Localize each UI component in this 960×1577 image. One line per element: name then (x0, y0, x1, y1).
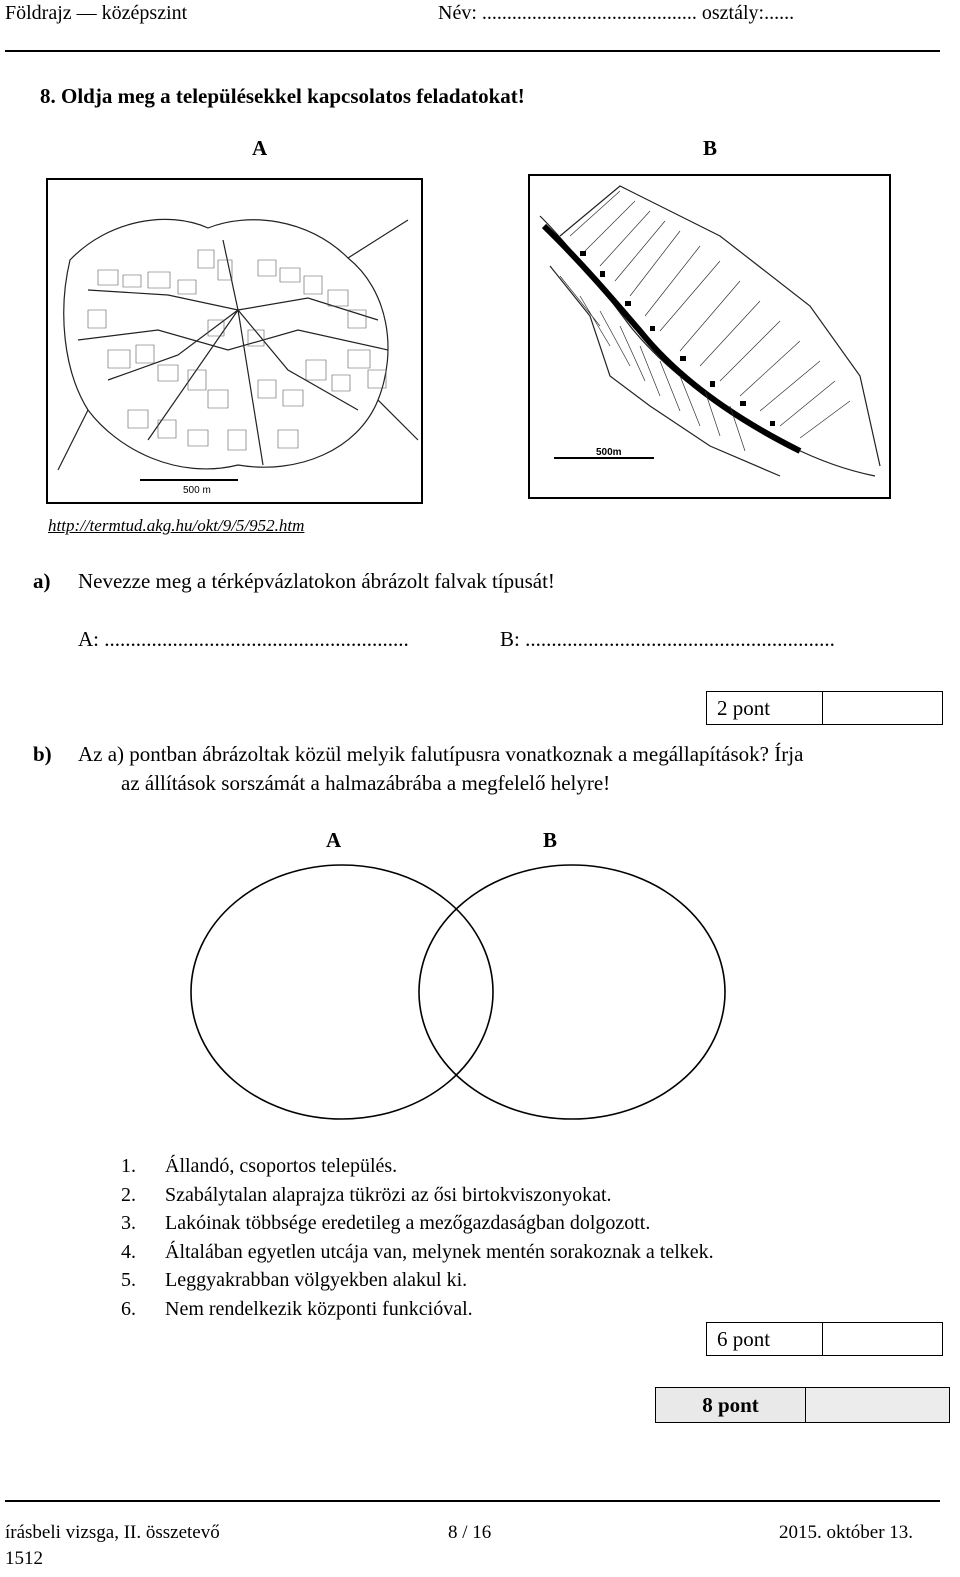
statement-item: 2. Szabálytalan alaprajza tükrözi az ősi birtokviszonyokat. (121, 1183, 612, 1206)
map-a-scale: 500 m (183, 485, 211, 496)
total-score-field[interactable] (806, 1388, 949, 1422)
total-points-label: 8 pont (656, 1388, 806, 1422)
statement-list (121, 1152, 921, 1323)
points-a-label: 2 pont (707, 692, 823, 724)
answer-line-b[interactable]: B: ........................................................... (500, 627, 835, 651)
venn-set-b[interactable] (419, 865, 725, 1119)
points-box-b (706, 1322, 943, 1356)
statement-item: 5. Leggyakrabban völgyekben alakul ki. (121, 1269, 468, 1291)
map-a-clustered-village (46, 178, 423, 504)
answer-line-a[interactable]: A: .......................................................... (78, 627, 409, 651)
points-a-score-field[interactable] (823, 692, 942, 724)
statement-item: 4. Általában egyetlen utcája van, melynek mentén sorakoznak a telkek. (121, 1240, 714, 1263)
points-b-score-field[interactable] (823, 1323, 942, 1355)
venn-set-a[interactable] (191, 865, 493, 1119)
points-box-a (706, 691, 943, 725)
map-b-scale: 500m (596, 447, 622, 458)
footer-code: 1512 (5, 1548, 43, 1569)
total-points-box (655, 1387, 950, 1423)
footer-page-number: 8 / 16 (448, 1522, 492, 1543)
header-subject: Földrajz — középszint (5, 2, 188, 24)
venn-diagram (190, 860, 735, 1125)
footer-date: 2015. október 13. (779, 1522, 914, 1543)
part-b-question-line1: Az a) pontban ábrázoltak közül melyik falutípusra vonatkoznak a megállapítások? Írja (78, 742, 804, 766)
map-label-a: A (252, 136, 268, 160)
part-a-question: Nevezze meg a térképvázlatokon ábrázolt falvak típusát! (78, 569, 555, 593)
venn-label-a: A (326, 828, 342, 852)
map-b-street-village (528, 174, 891, 499)
task-title: 8. Oldja meg a településekkel kapcsolatos feladatokat! (40, 84, 525, 108)
part-a-label (33, 567, 51, 596)
footer-rule (5, 1500, 940, 1502)
map-b-drawing (530, 176, 889, 497)
part-a-marker: a) (33, 569, 51, 593)
statement-item: 1. Állandó, csoportos település. (121, 1155, 398, 1177)
points-b-label: 6 pont (707, 1323, 823, 1355)
statement-item: 6. Nem rendelkezik központi funkcióval. (121, 1297, 473, 1320)
venn-label-b: B (543, 828, 558, 852)
map-label-b: B (703, 136, 718, 160)
footer-left: írásbeli vizsga, II. összetevő (5, 1522, 220, 1543)
part-b-marker: b) (33, 742, 52, 766)
map-a-drawing (48, 180, 421, 502)
header-rule (5, 50, 940, 52)
statement-item: 3. Lakóinak többsége eredetileg a mezőgazdaságban dolgozott. (121, 1212, 651, 1234)
header-name-field: Név: ........................................... osztály:...... (438, 2, 795, 24)
source-link[interactable]: http://termtud.akg.hu/okt/9/5/952.htm (48, 516, 305, 535)
part-b-label (33, 740, 52, 769)
part-b-question-line2: az állítások sorszámát a halmazábrába a megfelelő helyre! (121, 771, 611, 795)
